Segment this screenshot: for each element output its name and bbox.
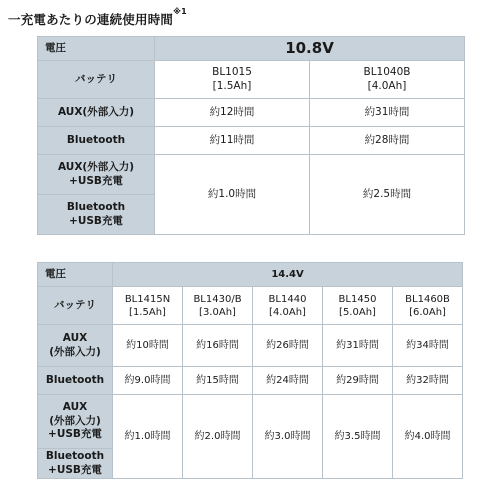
runtime-cell: 約1.0時間 [113,395,183,479]
label-line: +USB充電 [69,174,123,187]
runtime-cell: 約9.0時間 [113,367,183,395]
battery-capacity: [6.0Ah] [409,306,446,318]
runtime-cell: 約31時間 [310,99,465,127]
runtime-cell: 約2.5時間 [310,155,465,235]
battery-model: BL1460B [405,293,450,305]
runtime-cell: 約10時間 [113,325,183,367]
battery-model: BL1440 [268,293,307,305]
row-label-bluetooth: Bluetooth [38,127,155,155]
runtime-table-10-8v [37,36,465,235]
battery-cell [393,287,463,325]
label-line: +USB充電 [69,214,123,227]
runtime-cell: 約34時間 [393,325,463,367]
label-line: AUX(外部入力) [57,160,135,173]
row-label-bluetooth: Bluetooth [38,367,113,395]
runtime-cell: 約26時間 [253,325,323,367]
battery-capacity: [5.0Ah] [339,306,376,318]
label-line: +USB充電 [48,428,102,441]
battery-cell [310,61,465,99]
battery-model: BL1015 [212,65,252,78]
label-line: (外部入力) [49,414,101,427]
battery-label: バッテリ [38,287,113,325]
label-line: AUX [62,331,88,344]
label-line: Bluetooth [66,200,126,213]
runtime-cell: 約15時間 [183,367,253,395]
runtime-cell: 約2.0時間 [183,395,253,479]
title-footnote-mark: ※1 [173,7,187,16]
runtime-cell: 約3.0時間 [253,395,323,479]
battery-model: BL1430/B [193,293,242,305]
row-label-bluetooth-usb [38,195,155,235]
runtime-cell: 約1.0時間 [155,155,310,235]
voltage-value: 10.8V [155,37,465,61]
row-label-bluetooth-usb [38,449,113,479]
battery-cell [155,61,310,99]
runtime-cell: 約31時間 [323,325,393,367]
row-label-aux: AUX(外部入力) [38,99,155,127]
page-title [8,7,187,28]
runtime-cell: 約24時間 [253,367,323,395]
label-line: +USB充電 [48,463,102,476]
runtime-cell: 約32時間 [393,367,463,395]
label-line: Bluetooth [45,449,105,462]
runtime-cell: 約4.0時間 [393,395,463,479]
row-label-aux [38,325,113,367]
label-line: AUX [62,401,88,414]
battery-capacity: [3.0Ah] [199,306,236,318]
runtime-cell: 約12時間 [155,99,310,127]
runtime-cell: 約11時間 [155,127,310,155]
runtime-cell: 約28時間 [310,127,465,155]
runtime-cell: 約16時間 [183,325,253,367]
row-label-aux-usb [38,155,155,195]
label-line: (外部入力) [49,345,101,358]
row-label-aux-usb [38,395,113,449]
battery-cell [323,287,393,325]
voltage-label: 電圧 [38,263,113,287]
battery-capacity: [4.0Ah] [269,306,306,318]
battery-capacity: [4.0Ah] [367,79,407,92]
voltage-value: 14.4V [113,263,463,287]
battery-capacity: [1.5Ah] [129,306,166,318]
battery-cell [183,287,253,325]
battery-cell [253,287,323,325]
battery-cell [113,287,183,325]
battery-label: バッテリ [38,61,155,99]
runtime-table-14-4v [37,262,463,479]
battery-model: BL1040B [363,65,411,78]
battery-model: BL1450 [338,293,377,305]
voltage-label: 電圧 [38,37,155,61]
battery-capacity: [1.5Ah] [212,79,252,92]
runtime-cell: 約3.5時間 [323,395,393,479]
runtime-cell: 約29時間 [323,367,393,395]
title-text: 一充電あたりの連続使用時間 [8,12,174,27]
battery-model: BL1415N [124,293,171,305]
